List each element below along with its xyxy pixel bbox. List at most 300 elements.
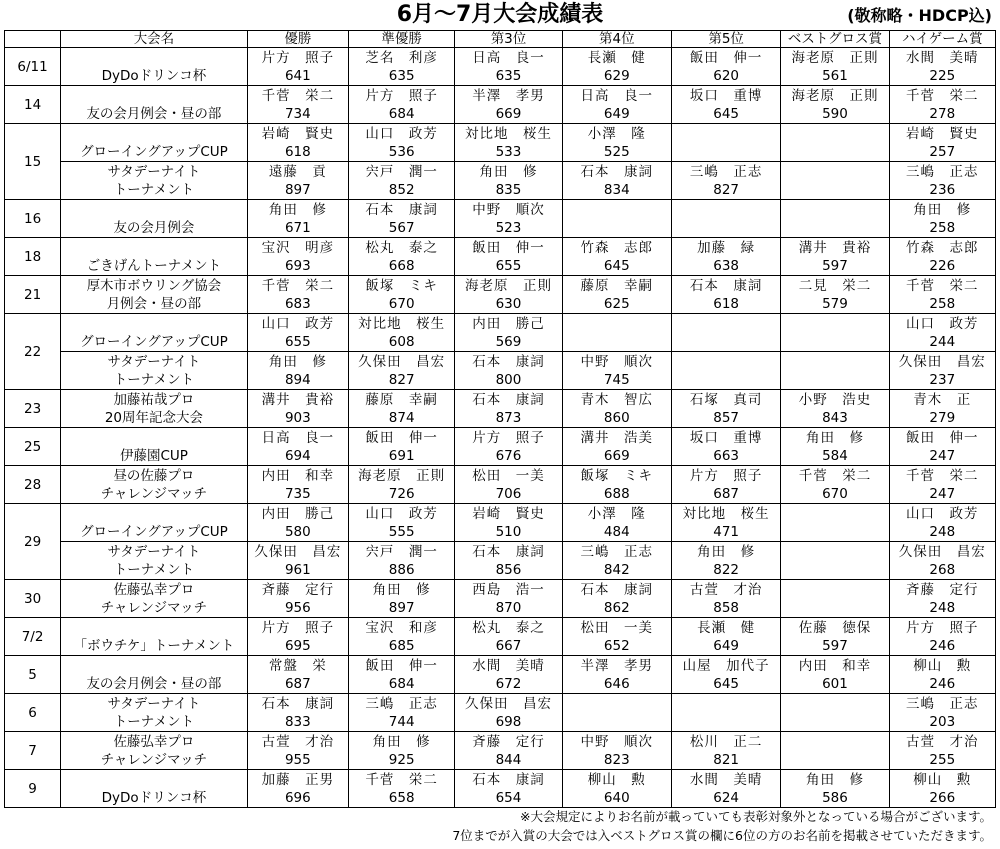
table-row xyxy=(5,770,996,808)
player-name: 石本 康詞 xyxy=(472,543,545,560)
player-name xyxy=(563,695,671,713)
player-name: 日高 良一 xyxy=(261,429,335,446)
high-game-cell xyxy=(889,542,995,580)
event-name-line1 xyxy=(61,505,247,523)
player-name: 小澤 隆 xyxy=(587,125,646,142)
runner-up-cell xyxy=(349,504,455,542)
player-score xyxy=(563,333,671,351)
player-score: 956 xyxy=(284,599,311,616)
event-date: 22 xyxy=(5,314,61,390)
table-row xyxy=(5,694,996,732)
event-date: 9 xyxy=(5,770,61,808)
player-score xyxy=(672,371,780,389)
player-name: 山口 政芳 xyxy=(906,315,979,332)
event-name xyxy=(61,504,248,542)
event-name xyxy=(61,466,248,504)
player-score: 618 xyxy=(284,143,311,160)
player-name xyxy=(563,201,671,219)
event-name-line1: サタデーナイト xyxy=(107,353,201,370)
player-score: 844 xyxy=(495,751,522,768)
winner-cell xyxy=(247,656,348,694)
player-name: 岩崎 賢史 xyxy=(472,505,545,522)
player-name: 中野 順次 xyxy=(472,201,545,218)
fourth-cell xyxy=(562,732,671,770)
player-name xyxy=(781,201,888,219)
player-score: 852 xyxy=(388,181,415,198)
player-name: 佐藤 徳保 xyxy=(798,619,872,636)
player-name: 飯田 伸一 xyxy=(365,657,438,674)
runner-up-cell xyxy=(349,618,455,656)
player-score: 635 xyxy=(495,67,522,84)
runner-up-cell xyxy=(349,732,455,770)
fourth-cell xyxy=(562,618,671,656)
player-score: 672 xyxy=(495,675,522,692)
best-gross-cell xyxy=(781,618,889,656)
player-name: 飯塚 ミキ xyxy=(365,277,438,294)
player-score: 735 xyxy=(284,485,311,502)
event-name xyxy=(61,238,248,276)
fifth-cell xyxy=(671,542,780,580)
third-cell xyxy=(455,276,562,314)
player-score: 247 xyxy=(929,485,956,502)
third-cell xyxy=(455,580,562,618)
event-name xyxy=(61,542,248,580)
player-score: 523 xyxy=(495,219,522,236)
best-gross-cell xyxy=(781,732,889,770)
fourth-cell xyxy=(562,314,671,352)
fourth-cell xyxy=(562,124,671,162)
third-cell xyxy=(455,124,562,162)
winner-cell xyxy=(247,694,348,732)
player-score: 597 xyxy=(822,637,848,654)
player-score: 669 xyxy=(495,105,522,122)
player-name: 対比地 桜生 xyxy=(358,315,446,332)
runner-up-cell xyxy=(349,200,455,238)
table-row xyxy=(5,86,996,124)
player-score xyxy=(563,219,671,237)
fourth-cell xyxy=(562,162,671,200)
winner-cell xyxy=(247,618,348,656)
winner-cell xyxy=(247,124,348,162)
player-score: 640 xyxy=(603,789,630,806)
fourth-cell xyxy=(562,238,671,276)
player-name: 石本 康詞 xyxy=(472,771,545,788)
player-name: 水間 美晴 xyxy=(906,49,979,66)
player-score: 734 xyxy=(284,105,311,122)
player-name: 宍戸 潤一 xyxy=(365,163,438,180)
player-name: 対比地 桜生 xyxy=(682,505,770,522)
player-name: 三嶋 正志 xyxy=(906,695,979,712)
player-score xyxy=(781,333,888,351)
player-name: 溝井 貴裕 xyxy=(798,239,872,256)
player-name: 松丸 泰之 xyxy=(365,239,438,256)
player-score: 669 xyxy=(603,447,630,464)
player-score: 894 xyxy=(284,371,311,388)
header-date xyxy=(5,31,61,48)
event-name xyxy=(61,48,248,86)
table-row xyxy=(5,732,996,770)
player-score: 684 xyxy=(388,105,415,122)
player-score: 246 xyxy=(929,675,956,692)
player-score: 670 xyxy=(822,485,848,502)
best-gross-cell xyxy=(781,162,889,200)
player-name: 内田 和幸 xyxy=(798,657,872,674)
event-name-line1 xyxy=(61,771,247,789)
table-row xyxy=(5,314,996,352)
player-score: 246 xyxy=(929,637,956,654)
player-score: 955 xyxy=(284,751,311,768)
player-score: 638 xyxy=(713,257,740,274)
event-name-line2: グローイングアップCUP xyxy=(80,143,228,160)
player-name: 片方 照子 xyxy=(472,429,545,446)
fourth-cell xyxy=(562,352,671,390)
event-name-line2: 友の会月例会・昼の部 xyxy=(86,675,222,692)
fifth-cell xyxy=(671,124,780,162)
player-name: 竹森 志郎 xyxy=(906,239,979,256)
player-name: 中野 順次 xyxy=(580,353,654,370)
player-score xyxy=(781,371,888,389)
table-row xyxy=(5,466,996,504)
player-score: 652 xyxy=(603,637,630,654)
player-score: 827 xyxy=(388,371,415,388)
high-game-cell xyxy=(889,504,995,542)
player-score: 827 xyxy=(713,181,740,198)
best-gross-cell xyxy=(781,238,889,276)
high-game-cell xyxy=(889,466,995,504)
player-name: 常盤 栄 xyxy=(268,657,327,674)
player-name xyxy=(672,315,780,333)
player-name: 三嶋 正志 xyxy=(689,163,763,180)
player-score xyxy=(781,219,888,237)
player-score: 236 xyxy=(929,181,956,198)
player-name: 長瀬 健 xyxy=(697,619,756,636)
player-score: 668 xyxy=(388,257,415,274)
player-name: 内田 勝己 xyxy=(472,315,545,332)
player-score xyxy=(781,751,888,769)
player-score: 248 xyxy=(929,599,956,616)
player-score: 255 xyxy=(929,751,956,768)
event-name-line2: チャレンジマッチ xyxy=(100,485,208,502)
player-score xyxy=(781,523,888,541)
player-score: 691 xyxy=(388,447,415,464)
runner-up-cell xyxy=(349,580,455,618)
player-name: 松川 正二 xyxy=(689,733,763,750)
player-name: 西島 浩一 xyxy=(472,581,545,598)
runner-up-cell xyxy=(349,466,455,504)
player-score xyxy=(781,561,888,579)
player-name: 千菅 栄二 xyxy=(906,467,979,484)
player-score xyxy=(672,143,780,161)
winner-cell xyxy=(247,162,348,200)
player-score: 645 xyxy=(603,257,630,274)
player-name: 角田 修 xyxy=(805,771,864,788)
event-name xyxy=(61,428,248,466)
player-score: 278 xyxy=(929,105,956,122)
winner-cell xyxy=(247,466,348,504)
player-score: 856 xyxy=(495,561,522,578)
high-game-cell xyxy=(889,124,995,162)
player-name: 片方 照子 xyxy=(261,619,335,636)
runner-up-cell xyxy=(349,542,455,580)
player-name: 千菅 栄二 xyxy=(906,87,979,104)
third-cell xyxy=(455,428,562,466)
event-name-line1 xyxy=(61,125,247,143)
player-score: 886 xyxy=(388,561,415,578)
player-name: 柳山 勲 xyxy=(913,771,972,788)
player-name: 千菅 栄二 xyxy=(365,771,438,788)
third-cell xyxy=(455,162,562,200)
player-name: 久保田 昌宏 xyxy=(254,543,342,560)
high-game-cell xyxy=(889,694,995,732)
table-row xyxy=(5,390,996,428)
runner-up-cell xyxy=(349,656,455,694)
player-score: 257 xyxy=(929,143,956,160)
event-date: 29 xyxy=(5,504,61,580)
player-score: 635 xyxy=(388,67,415,84)
best-gross-cell xyxy=(781,352,889,390)
player-name: 角田 修 xyxy=(479,163,538,180)
runner-up-cell xyxy=(349,276,455,314)
event-date: 23 xyxy=(5,390,61,428)
player-name: 坂口 重博 xyxy=(689,87,763,104)
player-score xyxy=(781,143,888,161)
event-name xyxy=(61,770,248,808)
event-name xyxy=(61,732,248,770)
event-date: 25 xyxy=(5,428,61,466)
event-name-line1: 昼の佐藤プロ xyxy=(113,467,195,484)
player-name xyxy=(781,695,888,713)
winner-cell xyxy=(247,200,348,238)
event-name-line2: 友の会月例会 xyxy=(113,219,195,236)
event-name xyxy=(61,694,248,732)
best-gross-cell xyxy=(781,390,889,428)
player-name: 山口 政芳 xyxy=(365,505,438,522)
event-date: 7 xyxy=(5,732,61,770)
player-name: 三嶋 正志 xyxy=(906,163,979,180)
player-name: 久保田 昌宏 xyxy=(358,353,446,370)
event-date: 6 xyxy=(5,694,61,732)
table-row xyxy=(5,48,996,86)
best-gross-cell xyxy=(781,428,889,466)
player-score: 590 xyxy=(822,105,848,122)
fifth-cell xyxy=(671,618,780,656)
player-name: 石本 康詞 xyxy=(472,353,545,370)
player-name: 角田 修 xyxy=(268,201,327,218)
player-name: 柳山 勲 xyxy=(587,771,646,788)
player-score: 745 xyxy=(603,371,630,388)
winner-cell xyxy=(247,238,348,276)
player-name: 海老原 正則 xyxy=(791,87,879,104)
event-name-line2: トーナメント xyxy=(113,713,195,730)
high-game-cell xyxy=(889,276,995,314)
player-name: 石本 康詞 xyxy=(261,695,335,712)
third-cell xyxy=(455,694,562,732)
player-name: 内田 勝己 xyxy=(261,505,335,522)
winner-cell xyxy=(247,504,348,542)
high-game-cell xyxy=(889,656,995,694)
player-score: 203 xyxy=(929,713,956,730)
event-name-line1 xyxy=(61,87,247,105)
player-name: 溝井 貴裕 xyxy=(261,391,335,408)
player-score: 671 xyxy=(284,219,311,236)
high-game-cell xyxy=(889,162,995,200)
fifth-cell xyxy=(671,466,780,504)
player-score: 268 xyxy=(929,561,956,578)
player-name: 竹森 志郎 xyxy=(580,239,654,256)
player-name: 溝井 浩美 xyxy=(580,429,654,446)
player-score: 658 xyxy=(388,789,415,806)
runner-up-cell xyxy=(349,694,455,732)
player-name: 水間 美晴 xyxy=(472,657,545,674)
player-score: 624 xyxy=(713,789,740,806)
winner-cell xyxy=(247,86,348,124)
player-score: 645 xyxy=(713,105,740,122)
player-name: 芝名 利彦 xyxy=(365,49,438,66)
player-score xyxy=(781,713,888,731)
table-row xyxy=(5,276,996,314)
winner-cell xyxy=(247,276,348,314)
event-name-line1 xyxy=(61,239,247,257)
third-cell xyxy=(455,48,562,86)
player-name: 古萱 才治 xyxy=(689,581,763,598)
best-gross-cell xyxy=(781,86,889,124)
event-name-line2: 「ボウチケ」トーナメント xyxy=(73,637,235,654)
player-name xyxy=(781,315,888,333)
player-score: 860 xyxy=(603,409,630,426)
event-name xyxy=(61,618,248,656)
fourth-cell xyxy=(562,428,671,466)
event-date: 14 xyxy=(5,86,61,124)
event-name-line1 xyxy=(61,315,247,333)
high-game-cell xyxy=(889,238,995,276)
event-name-line2: DyDoドリンコ杯 xyxy=(101,67,207,84)
player-score: 247 xyxy=(929,447,956,464)
table-row xyxy=(5,656,996,694)
event-name-line2: 伊藤園CUP xyxy=(119,447,188,464)
event-name-line2: 20周年記念大会 xyxy=(104,409,204,426)
event-name-line2: チャレンジマッチ xyxy=(100,751,208,768)
player-score: 870 xyxy=(495,599,522,616)
player-name: 角田 修 xyxy=(268,353,327,370)
player-score: 667 xyxy=(495,637,522,654)
fifth-cell xyxy=(671,770,780,808)
results-body xyxy=(5,48,996,808)
player-score: 646 xyxy=(603,675,630,692)
player-name: 対比地 桜生 xyxy=(464,125,552,142)
fourth-cell xyxy=(562,580,671,618)
player-score: 706 xyxy=(495,485,522,502)
event-name-line2: トーナメント xyxy=(113,181,195,198)
player-score xyxy=(563,713,671,731)
player-name: 山口 政芳 xyxy=(261,315,335,332)
player-score xyxy=(781,181,888,199)
player-score: 823 xyxy=(603,751,630,768)
event-name-line2: 友の会月例会・昼の部 xyxy=(86,105,222,122)
player-score: 687 xyxy=(713,485,740,502)
runner-up-cell xyxy=(349,238,455,276)
best-gross-cell xyxy=(781,200,889,238)
player-name: 坂口 重博 xyxy=(689,429,763,446)
event-name-line1 xyxy=(61,49,247,67)
fourth-cell xyxy=(562,504,671,542)
player-score: 620 xyxy=(713,67,740,84)
event-name xyxy=(61,580,248,618)
player-score: 237 xyxy=(929,371,956,388)
fifth-cell xyxy=(671,428,780,466)
fifth-cell xyxy=(671,86,780,124)
third-cell xyxy=(455,656,562,694)
player-score: 608 xyxy=(388,333,415,350)
player-score: 649 xyxy=(713,637,740,654)
player-name: 日高 良一 xyxy=(580,87,654,104)
player-score: 961 xyxy=(284,561,311,578)
player-score: 601 xyxy=(822,675,848,692)
player-name: 斉藤 定行 xyxy=(906,581,979,598)
player-score: 835 xyxy=(495,181,522,198)
header-4th: 第4位 xyxy=(562,31,671,48)
fifth-cell xyxy=(671,276,780,314)
player-score: 649 xyxy=(603,105,630,122)
event-name xyxy=(61,86,248,124)
player-score: 555 xyxy=(388,523,415,540)
player-score: 625 xyxy=(603,295,630,312)
player-name: 海老原 正則 xyxy=(791,49,879,66)
best-gross-cell xyxy=(781,314,889,352)
player-name: 青木 智広 xyxy=(580,391,654,408)
event-date: 7/2 xyxy=(5,618,61,656)
event-name-line1: 佐藤弘幸プロ xyxy=(113,733,195,750)
player-name: 石本 康詞 xyxy=(472,391,545,408)
player-score: 693 xyxy=(284,257,311,274)
third-cell xyxy=(455,618,562,656)
player-score: 225 xyxy=(929,67,956,84)
player-score: 925 xyxy=(388,751,415,768)
high-game-cell xyxy=(889,390,995,428)
fifth-cell xyxy=(671,694,780,732)
page-title: 6月～7月大会成績表 xyxy=(396,2,604,27)
player-name: 内田 和幸 xyxy=(261,467,335,484)
player-score: 676 xyxy=(495,447,522,464)
high-game-cell xyxy=(889,200,995,238)
player-name: 角田 修 xyxy=(372,733,431,750)
player-name: 石本 康詞 xyxy=(365,201,438,218)
player-score: 821 xyxy=(713,751,740,768)
event-date: 28 xyxy=(5,466,61,504)
player-name: 飯田 伸一 xyxy=(906,429,979,446)
player-score: 663 xyxy=(713,447,740,464)
player-name: 藤原 幸嗣 xyxy=(580,277,654,294)
event-name xyxy=(61,656,248,694)
player-score: 726 xyxy=(388,485,415,502)
player-score: 525 xyxy=(603,143,630,160)
player-name: 松田 一美 xyxy=(472,467,545,484)
player-name: 遠藤 貢 xyxy=(268,163,327,180)
event-name xyxy=(61,352,248,390)
fourth-cell xyxy=(562,542,671,580)
player-name: 千菅 栄二 xyxy=(261,87,335,104)
player-name xyxy=(781,163,888,181)
event-name-line2: チャレンジマッチ xyxy=(100,599,208,616)
third-cell xyxy=(455,238,562,276)
player-score: 833 xyxy=(284,713,311,730)
fifth-cell xyxy=(671,352,780,390)
high-game-cell xyxy=(889,352,995,390)
player-name: 宝沢 明彦 xyxy=(261,239,335,256)
player-score: 800 xyxy=(495,371,522,388)
player-score: 744 xyxy=(388,713,415,730)
player-name xyxy=(781,125,888,143)
event-date: 6/11 xyxy=(5,48,61,86)
